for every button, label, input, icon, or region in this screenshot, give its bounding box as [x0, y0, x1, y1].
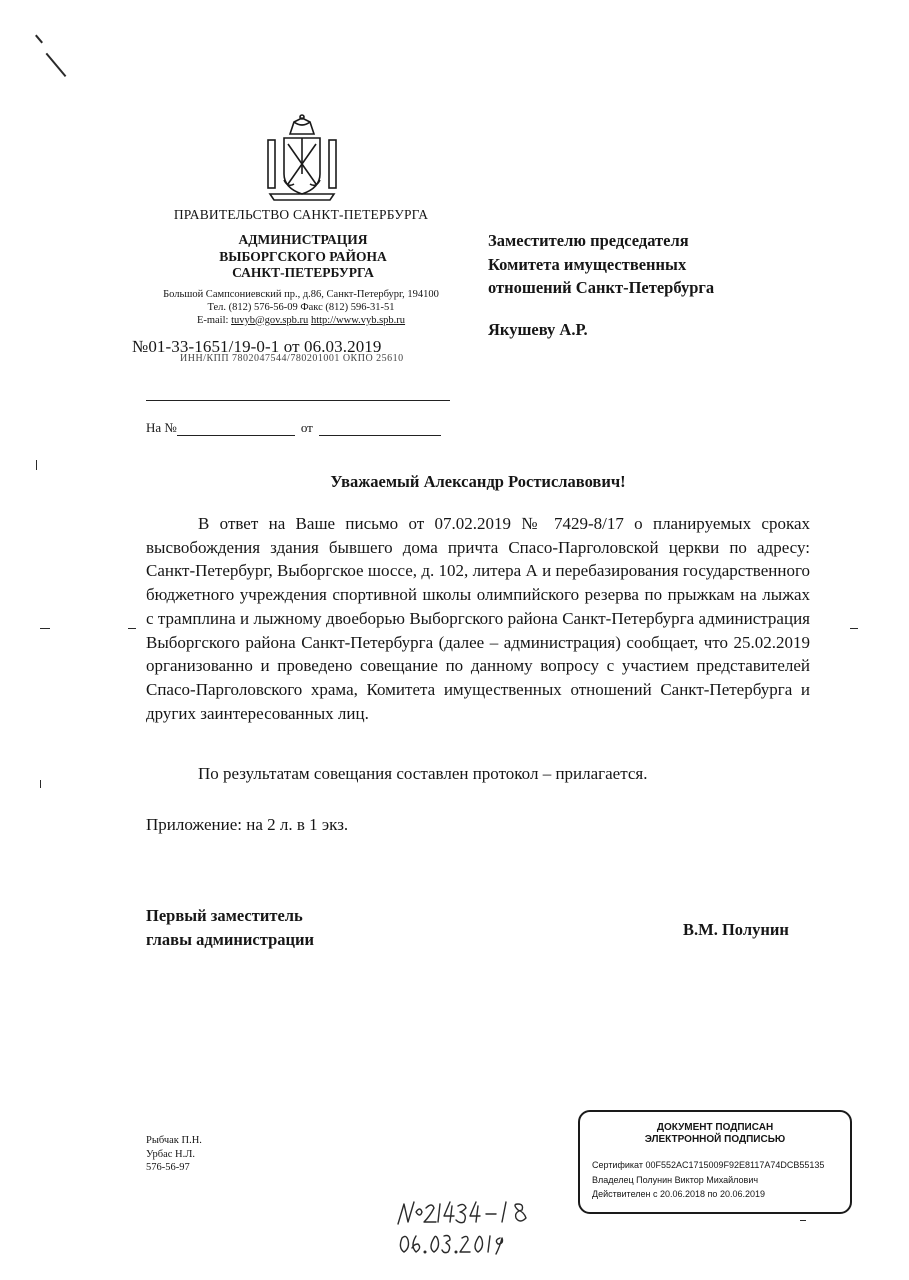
ref-label: На №: [146, 420, 177, 435]
divider: [146, 400, 450, 401]
scan-mark: [128, 628, 136, 629]
signer-title-line: главы администрации: [146, 929, 315, 949]
body-paragraph: В ответ на Ваше письмо от 07.02.2019 № 7429-8/17 о планируемых сроках высвобождения здания бывшего дома причта Спасо-Парголовской церкви по адресу: Санкт-Петербург, Выборгское шоссе, д. 102, литера А и перебазирования государственного бюджетного учреждения спортивной школы олимпийского резерва по прыжкам на лыжах с трамплина и лыжному двоеборью Выборгского района Санкт-Петербурга администрация Выборгского района Санкт-Петербурга (далее – администрация) сообщает, что 25.02.2019 организованно и проведено совещание по данному вопросу с участием представителей Спасо-Парголовского храма, Комитета имущественных отношений Санкт-Петербурга и других заинтересованных лиц.: [146, 514, 810, 723]
reference-field: [146, 420, 441, 436]
stamp-owner: Владелец Полунин Виктор Михайлович: [592, 1175, 759, 1185]
executor-line: 576-56-97: [146, 1162, 190, 1173]
addressee-name: Якушеву А.Р.: [488, 320, 588, 339]
handwritten-registration-note: [394, 1190, 554, 1260]
executor-line: Рыбчак П.Н.: [146, 1135, 202, 1146]
stamp-validity: Действителен с 20.06.2018 по 20.06.2019: [592, 1189, 765, 1199]
body-paragraph: По результатам совещания составлен протокол – прилагается.: [198, 764, 648, 783]
salutation: Уважаемый Александр Ростиславович!: [330, 472, 626, 491]
ref-number-blank: [177, 421, 295, 436]
contact-block: [100, 289, 502, 327]
scan-mark: [800, 1220, 806, 1221]
government-name: ПРАВИТЕЛЬСТВО САНКТ-ПЕТЕРБУРГА: [173, 207, 429, 222]
admin-line: АДМИНИСТРАЦИЯ: [238, 232, 368, 247]
administration-name: [130, 232, 476, 282]
scan-mark: [35, 35, 43, 44]
ref-from-label: от: [300, 420, 313, 435]
email-label: E-mail:: [196, 314, 229, 326]
signer-title: [146, 904, 314, 951]
phone-fax: Тел. (812) 576-56-09 Факс (812) 596-31-51: [207, 301, 395, 313]
addressee-line: Заместителю председателя: [488, 231, 689, 250]
scan-mark: [40, 628, 50, 629]
scan-mark: [46, 53, 67, 77]
scan-mark: [850, 628, 858, 629]
signer-name: В.М. Полунин: [683, 920, 789, 939]
stamp-title-line: ЭЛЕКТРОННОЙ ПОДПИСЬЮ: [644, 1134, 786, 1145]
scan-mark: [36, 460, 37, 470]
executors-block: [146, 1134, 202, 1175]
addressee-block: [488, 229, 714, 300]
stamp-certificate: Сертификат 00F552AC1715009F92E8117A74DCB55135: [592, 1160, 825, 1170]
executor-line: Урбас Н.Л.: [146, 1148, 196, 1160]
scan-mark: [40, 780, 41, 788]
ref-date-blank: [319, 421, 441, 436]
stamp-title-line: ДОКУМЕНТ ПОДПИСАН: [656, 1122, 774, 1133]
postal-address: Большой Сампсониевский пр., д.86, Санкт-Петербург, 194100: [163, 289, 439, 300]
addressee-line: Комитета имущественных: [488, 254, 687, 274]
electronic-signature-stamp: [578, 1110, 852, 1214]
signer-title-line: Первый заместитель: [146, 906, 303, 925]
registration-number: №01-33-1651/19-0-1 от 06.03.2019: [132, 337, 382, 356]
attachment-note: Приложение: на 2 л. в 1 экз.: [146, 815, 349, 834]
stamp-title: [580, 1122, 850, 1146]
addressee-line: отношений Санкт-Петербурга: [488, 278, 715, 297]
email-link[interactable]: tuvyb@gov.spb.ru: [231, 314, 309, 326]
okpo-line: ИНН/КПП 7802047544/780201001 ОКПО 25610: [180, 353, 404, 364]
admin-line: ВЫБОРГСКОГО РАЙОНА: [219, 248, 387, 264]
coat-of-arms-icon: [264, 114, 340, 204]
email-web: [100, 315, 502, 328]
website-link[interactable]: http://www.vyb.spb.ru: [310, 314, 406, 326]
admin-line: САНКТ-ПЕТЕРБУРГА: [232, 265, 374, 280]
